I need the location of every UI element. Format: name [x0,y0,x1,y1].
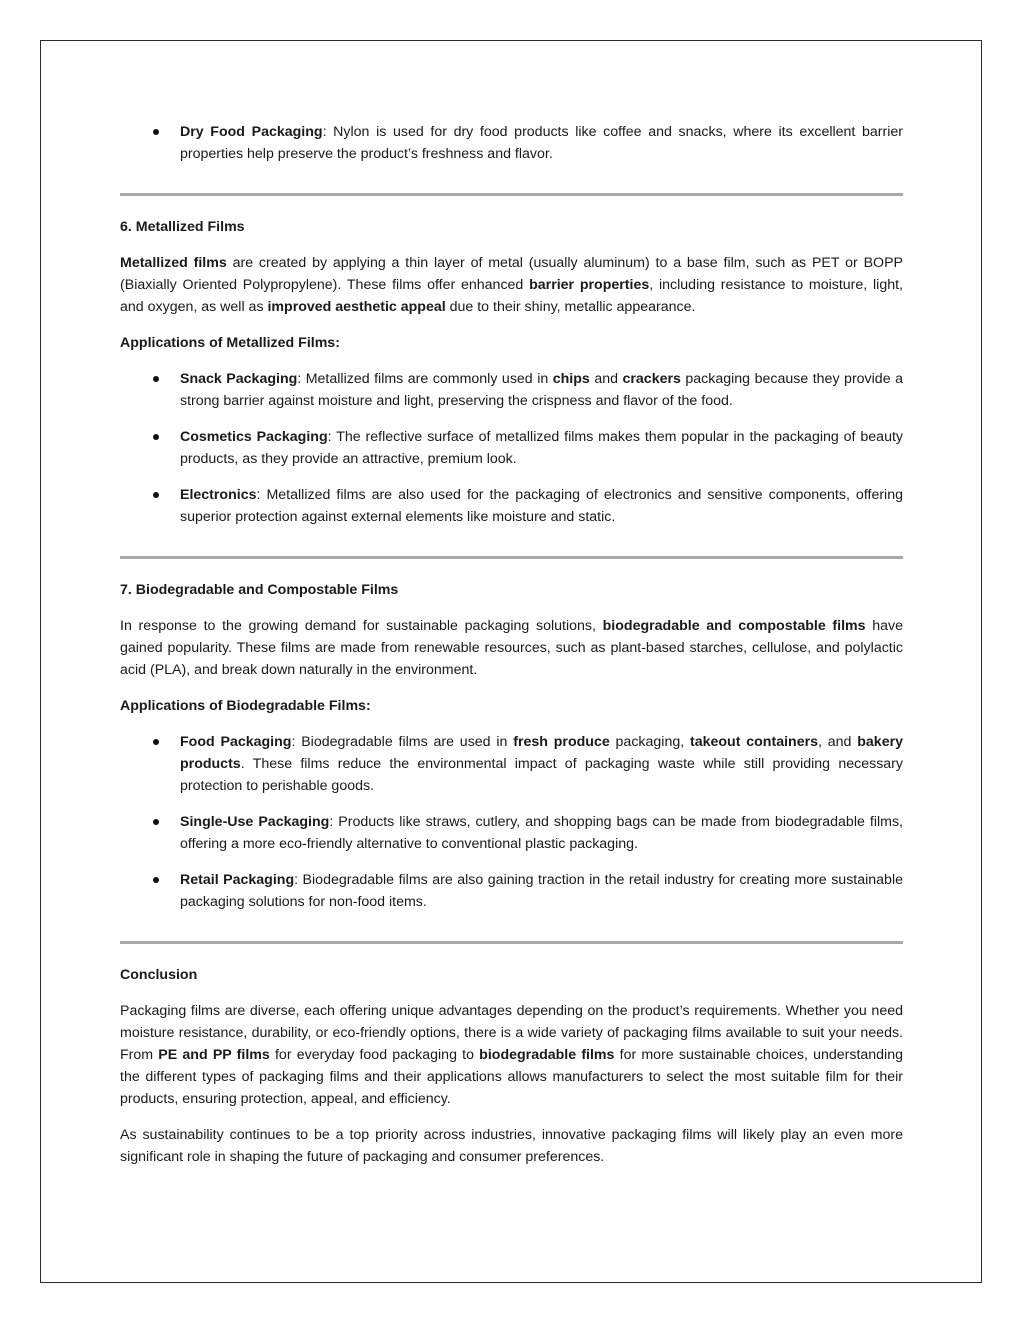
bold-text: takeout containers [689,734,818,750]
text: for everyday food packaging to [269,1047,480,1063]
text: have gained popularity. These films are made from renewable resources, such as plant-based starches, cellulose, and polylactic acid (PLA), and break down naturally in the environment. [120,618,903,678]
text: for more sustainable choices, understanding the different types of packaging films and their applications allows manufacturers to select the most suitable film for their products, ensuring protection, appeal, and efficiency. [120,1047,903,1107]
text: : Metallized films are also used for the packaging of electronics and sensitive components, offering superior protection against external elements like moisture and static. [180,487,903,525]
text: : The reflective surface of metallized films makes them popular in the packaging of beauty products, as they provide an attractive, premium look. [180,429,903,467]
dry-food-list [120,121,903,165]
bold-text: improved aesthetic appeal [267,299,446,315]
bold-text: biodegradable and compostable films [602,618,866,634]
text: , and [818,734,858,750]
closing-paragraph: As sustainability continues to be a top priority across industries, innovative packaging films will likely play an even more significant role in shaping the future of packaging and consumer preferences. [120,1127,903,1165]
bold-text: chips [552,371,590,387]
list-item [120,426,903,470]
section-heading: 6. Metallized Films [120,219,245,235]
text: Packaging films are diverse, each offering unique advantages depending on the product’s requirements. Whether you need moisture resistance, durability, or eco-friendly options, there is a wide variety of packaging films available to suit your needs. From [120,1003,903,1063]
applications-heading: Applications of Metallized Films: [120,335,340,351]
metallized-applications-list [120,368,903,528]
text: : Metallized films are commonly used in [297,371,553,387]
text: , including resistance to moisture, light, and oxygen, as well as [120,277,903,315]
document-body [120,121,903,1168]
text: and [589,371,623,387]
conclusion-paragraph [120,1000,903,1110]
item-term: Single-Use Packaging [180,814,330,830]
section-divider [120,941,903,944]
list-item [120,869,903,913]
item-term: Snack Packaging [180,371,298,387]
item-term: Electronics [180,487,257,503]
text: packaging because they provide a strong barrier against moisture and light, preserving the crispness and flavor of the food. [180,371,903,409]
section-divider [120,193,903,196]
list-item [120,368,903,412]
section-divider [120,556,903,559]
section-intro [120,252,903,318]
list-item [120,121,903,165]
bold-text: biodegradable films [479,1047,615,1063]
text: : Products like straws, cutlery, and shopping bags can be made from biodegradable films, offering a more eco-friendly alternative to conventional plastic packaging. [180,814,903,852]
text: In response to the growing demand for sustainable packaging solutions, [120,618,603,634]
text: packaging, [609,734,690,750]
bold-text: fresh produce [513,734,610,750]
list-item [120,731,903,797]
applications-heading: Applications of Biodegradable Films: [120,698,371,714]
biodegradable-applications-list [120,731,903,913]
section-heading: Conclusion [120,967,198,983]
section-intro [120,615,903,681]
text: . These films reduce the environmental impact of packaging waste while still providing necessary protection to perishable goods. [180,756,903,794]
item-term: Dry Food Packaging [180,124,323,140]
text: due to their shiny, metallic appearance. [445,299,696,315]
item-term: Retail Packaging [180,872,295,888]
text: : Biodegradable films are used in [291,734,514,750]
bold-text: Metallized films [120,255,227,271]
list-item [120,484,903,528]
list-item [120,811,903,855]
item-text: : Nylon is used for dry food products like coffee and snacks, where its excellent barrier properties help preserve the product’s freshness and flavor. [180,124,903,162]
item-term: Food Packaging [180,734,292,750]
bold-text: barrier properties [529,277,650,293]
bold-text: PE and PP films [158,1047,270,1063]
text: : Biodegradable films are also gaining traction in the retail industry for creating more sustainable packaging solutions for non-food items. [180,872,903,910]
bold-text: bakery products [180,734,903,772]
section-heading: 7. Biodegradable and Compostable Films [120,582,399,598]
text: are created by applying a thin layer of metal (usually aluminum) to a base film, such as PET or BOPP (Biaxially Oriented Polypropylene). These films offer enhanced [120,255,903,293]
bold-text: crackers [622,371,681,387]
item-term: Cosmetics Packaging [180,429,328,445]
